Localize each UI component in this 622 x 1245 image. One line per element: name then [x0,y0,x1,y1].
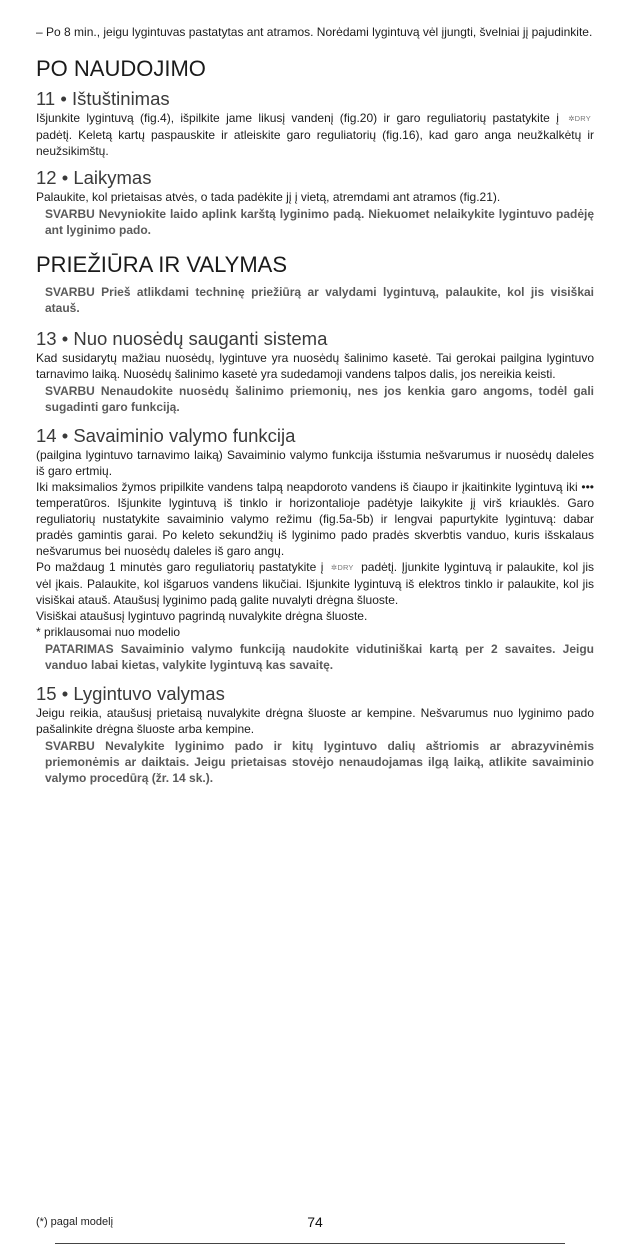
paragraph-12: Palaukite, kol prietaisas atvės, o tada padėkite jį į vietą, atremdami ant atramos (fig.21). [36,190,501,204]
warning-12: SVARBU Nevyniokite laido aplink karštą lyginimo padą. Niekuomet nelaikykite lygintuvo padėję ant lyginimo pado. [45,207,594,237]
heading-12-storage: 12 • Laikymas [36,167,152,188]
heading-13-anti-scale: 13 • Nuo nuosėdų sauganti sistema [36,328,328,349]
paragraph-11-part-a: Išjunkite lygintuvą (fig.4), išpilkite jame likusį vandenį (fig.20) ir garo reguliatorių pastatykite į [36,111,559,125]
warning-13: SVARBU Nenaudokite nuosėdų šalinimo priemonių, nes jos kenkia garo angoms, todėl gali sugadinti garo funkciją. [45,384,594,414]
paragraph-13: Kad susidarytų mažiau nuosėdų, lygintuve yra nuosėdų šalinimo kasetė. Tai gerokai pailgina lygintuvo tarnavimo laiką. Nuosėdų šalinimo kasetė yra sudedamoji vandens talpos dalis, jos nereikia keisti. [36,351,594,381]
tip-14: PATARIMAS Savaiminio valymo funkciją naudokite vidutiniškai kartą per 2 savaites. Jeigu vanduo labai kietas, valykite lygintuvą kas savaitę. [45,642,594,672]
footer-divider [55,1243,565,1244]
intro-paragraph: – Po 8 min., jeigu lygintuvas pastatytas ant atramos. Norėdami lygintuvą vėl įjungti, švelniai jį pajudinkite. [36,25,593,39]
paragraph-14-1: (pailgina lygintuvo tarnavimo laiką) Savaiminio valymo funkcija išstumia nešvarumus ir nuosėdų daleles iš garo ertmių. [36,448,594,478]
paragraph-14-2: Iki maksimalios žymos pripilkite vandens talpą neapdoroto vandens iš čiaupo ir įkaitinkite lygintuvą iki ••• temperatūros. Išjunkite lygintuvą iš tinklo ir horizontalioje padėtyje laikykite jį virš kriauklės. Garo reguliatorių nustatykite savaiminio valymo režimu (fig.5a-5b) ir lengvai papurtykite lygintuvą: dabar pradės gamintis garai. Po keleto sekundžių iš lyginimo pado pradės skverbtis vanduo, kuris išskalaus nešvarumus bei nuosėdų daleles iš garo angų. [36,480,594,558]
section-title-care-cleaning: PRIEŽIŪRA IR VALYMAS [36,252,288,277]
paragraph-11 [36,110,594,159]
paragraph-14-3 [36,559,594,608]
heading-15-iron-cleaning: 15 • Lygintuvo valymas [36,683,225,704]
section-title-after-use: PO NAUDOJIMO [36,56,206,81]
warning-care: SVARBU Prieš atlikdami techninę priežiūrą ar valydami lygintuvą, palaukite, kol jis visiškai atauš. [45,285,594,315]
page-number: 74 [307,1214,323,1230]
footer-note: (*) pagal modelį [36,1216,114,1228]
paragraph-15: Jeigu reikia, ataušusį prietaisą nuvalykite drėgna šluoste ar kempine. Nešvarumus nuo lyginimo pado pašalinkite drėgna šluoste arba kempine. [36,706,594,736]
paragraph-14-3-part-a: Po maždaug 1 minutės garo reguliatorių pastatykite į [36,560,324,574]
paragraph-11-part-b: padėtį. Keletą kartų paspauskite ir atleiskite garo reguliatorių (fig.16), kad garo anga neužkalkėtų ir neužsikimštų. [36,128,594,158]
paragraph-14-4: Visiškai ataušusį lygintuvo pagrindą nuvalykite drėgna šluoste. [36,609,368,623]
dry-setting-icon: ✲DRY [568,114,591,123]
manual-page [36,24,594,786]
paragraph-14-3-part-b: padėtį. Įjunkite lygintuvą ir palaukite, kol jis vėl įkais. Palaukite, kol išgaruos vandens likučiai. Išjunkite lygintuvą iš elektros tinklo ir palaukite, kol jis visiškai atauš. Ataušusį lyginimo padą galite nuvalyti drėgna šluoste. [36,560,594,607]
dry-setting-icon: ✲DRY [330,563,354,572]
heading-14-self-clean: 14 • Savaiminio valymo funkcija [36,425,296,446]
warning-15: SVARBU Nevalykite lyginimo pado ir kitų lygintuvo dalių aštriomis ar abrazyvinėmis priemonėmis ar daiktais. Jeigu prietaisas stovėjo nenaudojamas ilgą laiką, atlikite savaiminio valymo procedūrą (žr. 14 sk.). [45,739,594,785]
paragraph-14-5: * priklausomai nuo modelio [36,625,181,639]
heading-11-emptying: 11 • Ištuštinimas [36,88,170,109]
